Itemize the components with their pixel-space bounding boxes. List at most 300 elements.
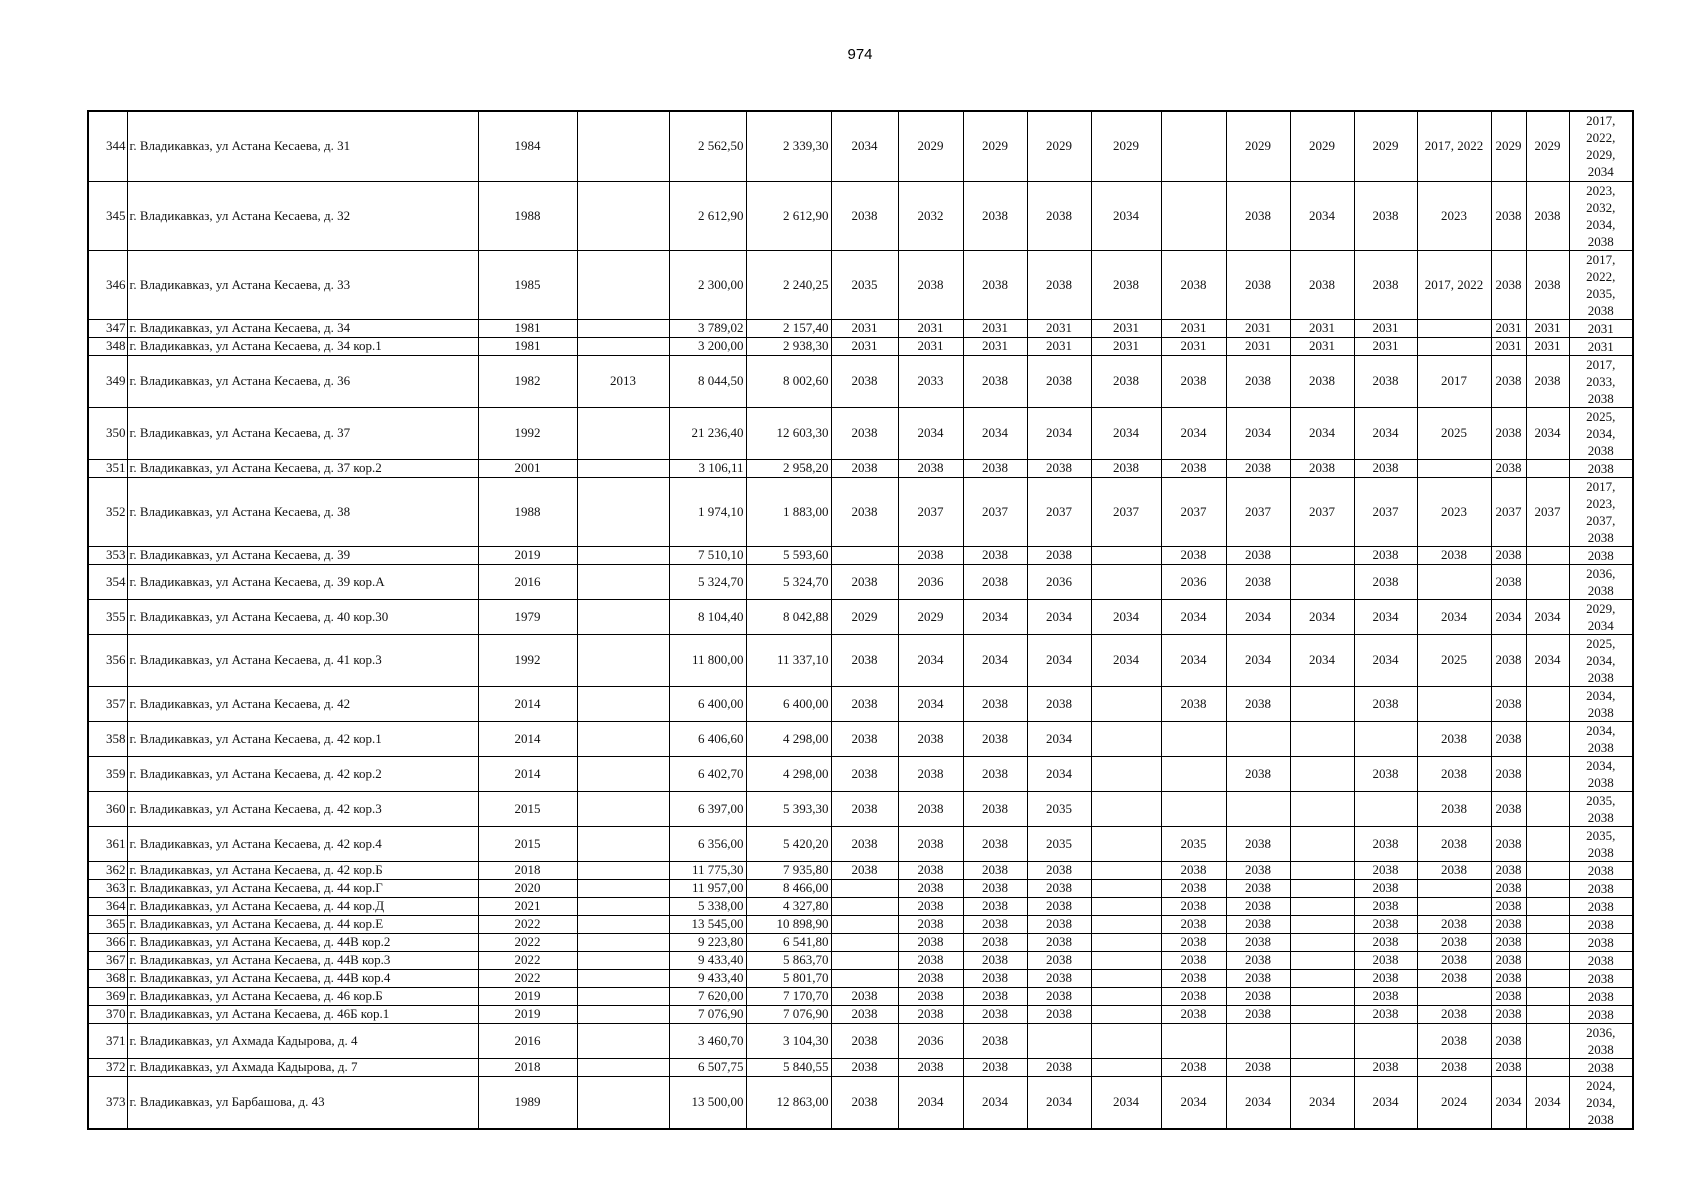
planned-year-line: 2038 [1587, 390, 1614, 406]
cell-total-area: 1 974,10 [669, 477, 746, 546]
cell-row-number: 371 [88, 1023, 127, 1058]
cell-construction-year: 2014 [478, 686, 577, 721]
cell-work-year-7: 2038 [1226, 181, 1290, 250]
cell-living-area: 12 863,00 [746, 1076, 831, 1129]
cell-work-year-11: 2034 [1491, 1076, 1526, 1129]
cell-work-year-7: 2038 [1226, 355, 1290, 407]
cell-work-year-4 [1027, 1023, 1091, 1058]
cell-work-year-11: 2038 [1491, 756, 1526, 791]
cell-work-year-5 [1091, 1058, 1161, 1076]
cell-work-year-3: 2038 [963, 933, 1027, 951]
planned-year-line: 2035, [1586, 792, 1616, 808]
cell-work-year-9: 2034 [1354, 634, 1417, 686]
planned-year-line: 2034, [1586, 1094, 1616, 1110]
table-row [88, 337, 1633, 355]
cell-work-year-11: 2038 [1491, 915, 1526, 933]
cell-work-year-12 [1526, 686, 1569, 721]
cell-work-year-4: 2038 [1027, 355, 1091, 407]
housing-register-table [87, 110, 1634, 1130]
cell-work-year-10: 2038 [1417, 1005, 1491, 1023]
cell-work-year-6: 2038 [1161, 915, 1226, 933]
cell-total-area: 5 338,00 [669, 897, 746, 915]
cell-work-year-12 [1526, 897, 1569, 915]
cell-work-year-4: 2038 [1027, 861, 1091, 879]
cell-work-year-9: 2031 [1354, 319, 1417, 337]
cell-work-year-8: 2038 [1290, 250, 1354, 319]
cell-planned-years [1569, 1023, 1633, 1058]
cell-work-year-10: 2017 [1417, 355, 1491, 407]
cell-work-year-8: 2031 [1290, 337, 1354, 355]
cell-work-year-7: 2038 [1226, 987, 1290, 1005]
cell-work-year-8 [1290, 987, 1354, 1005]
cell-work-year-8 [1290, 546, 1354, 564]
cell-living-area: 5 593,60 [746, 546, 831, 564]
cell-work-year-1: 2031 [831, 319, 898, 337]
cell-work-year-2: 2038 [898, 459, 963, 477]
cell-construction-year: 2019 [478, 987, 577, 1005]
cell-work-year-1: 2029 [831, 599, 898, 634]
cell-work-year-7 [1226, 1023, 1290, 1058]
cell-work-year-11: 2038 [1491, 1058, 1526, 1076]
cell-planned-years [1569, 1076, 1633, 1129]
cell-living-area: 11 337,10 [746, 634, 831, 686]
cell-total-area: 2 300,00 [669, 250, 746, 319]
cell-work-year-8: 2037 [1290, 477, 1354, 546]
cell-work-year-5 [1091, 915, 1161, 933]
cell-reconstruction-year: 2013 [577, 355, 669, 407]
cell-reconstruction-year [577, 337, 669, 355]
cell-work-year-3: 2038 [963, 791, 1027, 826]
cell-work-year-11: 2038 [1491, 791, 1526, 826]
cell-work-year-9: 2038 [1354, 546, 1417, 564]
cell-work-year-7: 2034 [1226, 407, 1290, 459]
cell-reconstruction-year [577, 459, 669, 477]
cell-work-year-6 [1161, 111, 1226, 181]
cell-living-area: 5 324,70 [746, 564, 831, 599]
cell-work-year-11: 2038 [1491, 686, 1526, 721]
planned-year-line: 2029, [1586, 147, 1616, 163]
cell-work-year-1 [831, 915, 898, 933]
cell-address: г. Владикавказ, ул Астана Кесаева, д. 32 [127, 181, 478, 250]
cell-work-year-4: 2035 [1027, 791, 1091, 826]
cell-living-area: 8 466,00 [746, 879, 831, 897]
cell-work-year-2: 2038 [898, 791, 963, 826]
cell-reconstruction-year [577, 933, 669, 951]
cell-work-year-12: 2029 [1526, 111, 1569, 181]
cell-work-year-7: 2038 [1226, 250, 1290, 319]
cell-work-year-10: 2023 [1417, 477, 1491, 546]
cell-work-year-6: 2038 [1161, 459, 1226, 477]
cell-work-year-6: 2037 [1161, 477, 1226, 546]
cell-work-year-2: 2029 [898, 599, 963, 634]
table-row [88, 250, 1633, 319]
cell-work-year-9: 2038 [1354, 879, 1417, 897]
cell-work-year-8 [1290, 969, 1354, 987]
cell-work-year-9: 2038 [1354, 459, 1417, 477]
cell-living-area: 2 938,30 [746, 337, 831, 355]
planned-year-line: 2032, [1586, 199, 1616, 215]
cell-total-area: 2 562,50 [669, 111, 746, 181]
cell-work-year-2: 2038 [898, 933, 963, 951]
cell-row-number: 363 [88, 879, 127, 897]
cell-row-number: 353 [88, 546, 127, 564]
cell-total-area: 3 200,00 [669, 337, 746, 355]
cell-total-area: 2 612,90 [669, 181, 746, 250]
cell-total-area: 7 620,00 [669, 987, 746, 1005]
cell-work-year-5 [1091, 879, 1161, 897]
cell-work-year-3: 2038 [963, 459, 1027, 477]
cell-row-number: 357 [88, 686, 127, 721]
cell-work-year-8: 2034 [1290, 599, 1354, 634]
cell-work-year-2: 2034 [898, 407, 963, 459]
cell-address: г. Владикавказ, ул Астана Кесаева, д. 38 [127, 477, 478, 546]
cell-work-year-11: 2038 [1491, 407, 1526, 459]
cell-work-year-7: 2029 [1226, 111, 1290, 181]
cell-living-area: 10 898,90 [746, 915, 831, 933]
cell-work-year-7: 2031 [1226, 337, 1290, 355]
cell-living-area: 8 002,60 [746, 355, 831, 407]
cell-living-area: 5 863,70 [746, 951, 831, 969]
cell-work-year-4: 2038 [1027, 915, 1091, 933]
planned-year-line: 2017, [1586, 478, 1616, 494]
cell-address: г. Владикавказ, ул Астана Кесаева, д. 42 кор.1 [127, 721, 478, 756]
cell-row-number: 344 [88, 111, 127, 181]
cell-work-year-12: 2038 [1526, 355, 1569, 407]
cell-work-year-6: 2038 [1161, 951, 1226, 969]
cell-row-number: 354 [88, 564, 127, 599]
cell-work-year-12: 2038 [1526, 250, 1569, 319]
cell-work-year-7: 2037 [1226, 477, 1290, 546]
cell-address: г. Владикавказ, ул Астана Кесаева, д. 44 кор.Е [127, 915, 478, 933]
cell-work-year-9 [1354, 721, 1417, 756]
cell-row-number: 348 [88, 337, 127, 355]
cell-work-year-3: 2038 [963, 915, 1027, 933]
cell-work-year-5 [1091, 933, 1161, 951]
cell-work-year-7: 2031 [1226, 319, 1290, 337]
cell-work-year-3: 2038 [963, 1058, 1027, 1076]
cell-work-year-9: 2038 [1354, 897, 1417, 915]
cell-address: г. Владикавказ, ул Барбашова, д. 43 [127, 1076, 478, 1129]
cell-work-year-9: 2038 [1354, 355, 1417, 407]
planned-year-line: 2038 [1587, 442, 1614, 458]
cell-work-year-10: 2023 [1417, 181, 1491, 250]
cell-work-year-10 [1417, 879, 1491, 897]
cell-work-year-12: 2037 [1526, 477, 1569, 546]
cell-planned-years [1569, 181, 1633, 250]
cell-work-year-4: 2029 [1027, 111, 1091, 181]
cell-work-year-7: 2038 [1226, 1058, 1290, 1076]
cell-work-year-4: 2038 [1027, 879, 1091, 897]
cell-work-year-8 [1290, 933, 1354, 951]
cell-work-year-3: 2037 [963, 477, 1027, 546]
cell-address: г. Владикавказ, ул Астана Кесаева, д. 42 кор.3 [127, 791, 478, 826]
cell-work-year-12: 2034 [1526, 407, 1569, 459]
cell-work-year-2: 2033 [898, 355, 963, 407]
cell-work-year-8: 2038 [1290, 459, 1354, 477]
planned-year-line: 2036, [1586, 1024, 1616, 1040]
cell-work-year-10 [1417, 459, 1491, 477]
cell-work-year-3: 2038 [963, 987, 1027, 1005]
cell-construction-year: 2019 [478, 546, 577, 564]
table-row [88, 407, 1633, 459]
cell-work-year-12 [1526, 756, 1569, 791]
cell-construction-year: 1981 [478, 337, 577, 355]
cell-work-year-11: 2038 [1491, 721, 1526, 756]
cell-total-area: 11 957,00 [669, 879, 746, 897]
cell-work-year-1: 2038 [831, 721, 898, 756]
cell-work-year-4: 2038 [1027, 546, 1091, 564]
cell-reconstruction-year [577, 791, 669, 826]
cell-work-year-11: 2038 [1491, 826, 1526, 861]
cell-planned-years [1569, 1005, 1633, 1023]
planned-year-line: 2024, [1586, 1077, 1616, 1093]
cell-total-area: 13 500,00 [669, 1076, 746, 1129]
cell-reconstruction-year [577, 181, 669, 250]
cell-reconstruction-year [577, 1058, 669, 1076]
cell-planned-years [1569, 879, 1633, 897]
cell-reconstruction-year [577, 915, 669, 933]
planned-year-line: 2038 [1587, 862, 1614, 878]
cell-work-year-6: 2035 [1161, 826, 1226, 861]
planned-year-line: 2038 [1587, 1006, 1614, 1022]
cell-address: г. Владикавказ, ул Астана Кесаева, д. 44 кор.Г [127, 879, 478, 897]
cell-work-year-1: 2038 [831, 407, 898, 459]
cell-work-year-2: 2038 [898, 1005, 963, 1023]
cell-total-area: 13 545,00 [669, 915, 746, 933]
planned-year-line: 2017, [1586, 251, 1616, 267]
cell-work-year-12: 2034 [1526, 599, 1569, 634]
cell-work-year-7: 2038 [1226, 915, 1290, 933]
planned-year-line: 2038 [1587, 233, 1614, 249]
cell-work-year-6: 2038 [1161, 355, 1226, 407]
cell-work-year-6 [1161, 181, 1226, 250]
cell-construction-year: 1989 [478, 1076, 577, 1129]
table-row [88, 987, 1633, 1005]
table-row [88, 686, 1633, 721]
cell-work-year-11: 2038 [1491, 564, 1526, 599]
cell-work-year-6: 2038 [1161, 1005, 1226, 1023]
cell-work-year-9: 2037 [1354, 477, 1417, 546]
cell-work-year-10: 2038 [1417, 826, 1491, 861]
cell-reconstruction-year [577, 897, 669, 915]
cell-work-year-12 [1526, 564, 1569, 599]
cell-work-year-4: 2038 [1027, 181, 1091, 250]
cell-work-year-11: 2038 [1491, 634, 1526, 686]
cell-work-year-8 [1290, 826, 1354, 861]
cell-work-year-1: 2038 [831, 1076, 898, 1129]
planned-year-line: 2038 [1587, 809, 1614, 825]
cell-planned-years [1569, 861, 1633, 879]
planned-year-line: 2017, [1586, 113, 1616, 129]
cell-work-year-9: 2038 [1354, 951, 1417, 969]
cell-work-year-10 [1417, 337, 1491, 355]
cell-work-year-6: 2038 [1161, 546, 1226, 564]
cell-construction-year: 1988 [478, 181, 577, 250]
cell-total-area: 7 510,10 [669, 546, 746, 564]
cell-work-year-1 [831, 879, 898, 897]
cell-construction-year: 2019 [478, 1005, 577, 1023]
cell-row-number: 366 [88, 933, 127, 951]
cell-work-year-2: 2037 [898, 477, 963, 546]
cell-address: г. Владикавказ, ул Астана Кесаева, д. 36 [127, 355, 478, 407]
cell-living-area: 5 420,20 [746, 826, 831, 861]
cell-work-year-9: 2038 [1354, 564, 1417, 599]
table-row [88, 564, 1633, 599]
cell-planned-years [1569, 546, 1633, 564]
cell-reconstruction-year [577, 879, 669, 897]
cell-row-number: 361 [88, 826, 127, 861]
cell-row-number: 368 [88, 969, 127, 987]
cell-work-year-10: 2038 [1417, 756, 1491, 791]
cell-work-year-8: 2034 [1290, 181, 1354, 250]
cell-work-year-9: 2031 [1354, 337, 1417, 355]
cell-address: г. Владикавказ, ул Астана Кесаева, д. 42 кор.2 [127, 756, 478, 791]
cell-work-year-5: 2038 [1091, 250, 1161, 319]
cell-work-year-9: 2038 [1354, 861, 1417, 879]
planned-year-line: 2023, [1586, 495, 1616, 511]
cell-work-year-4: 2038 [1027, 933, 1091, 951]
planned-year-line: 2038 [1587, 774, 1614, 790]
cell-work-year-4: 2036 [1027, 564, 1091, 599]
cell-work-year-12 [1526, 969, 1569, 987]
cell-work-year-11: 2038 [1491, 951, 1526, 969]
cell-work-year-2: 2038 [898, 1058, 963, 1076]
cell-planned-years [1569, 407, 1633, 459]
cell-work-year-10 [1417, 319, 1491, 337]
cell-address: г. Владикавказ, ул Астана Кесаева, д. 31 [127, 111, 478, 181]
cell-work-year-4: 2038 [1027, 1005, 1091, 1023]
cell-row-number: 347 [88, 319, 127, 337]
cell-planned-years [1569, 915, 1633, 933]
cell-work-year-3: 2034 [963, 1076, 1027, 1129]
cell-planned-years [1569, 933, 1633, 951]
cell-work-year-3: 2031 [963, 319, 1027, 337]
cell-work-year-6: 2034 [1161, 634, 1226, 686]
cell-work-year-9: 2034 [1354, 599, 1417, 634]
cell-work-year-9: 2038 [1354, 1005, 1417, 1023]
planned-year-line: 2038 [1587, 970, 1614, 986]
cell-work-year-6 [1161, 721, 1226, 756]
planned-year-line: 2038 [1587, 844, 1614, 860]
cell-work-year-7: 2038 [1226, 969, 1290, 987]
cell-work-year-5 [1091, 897, 1161, 915]
cell-work-year-4: 2034 [1027, 599, 1091, 634]
cell-work-year-2: 2034 [898, 686, 963, 721]
cell-work-year-2: 2034 [898, 1076, 963, 1129]
cell-work-year-3: 2038 [963, 1005, 1027, 1023]
cell-work-year-2: 2036 [898, 1023, 963, 1058]
cell-work-year-7: 2038 [1226, 686, 1290, 721]
cell-total-area: 6 400,00 [669, 686, 746, 721]
cell-work-year-10: 2038 [1417, 915, 1491, 933]
cell-work-year-2: 2038 [898, 915, 963, 933]
cell-work-year-9: 2029 [1354, 111, 1417, 181]
cell-planned-years [1569, 686, 1633, 721]
cell-work-year-7: 2038 [1226, 861, 1290, 879]
cell-work-year-3: 2038 [963, 861, 1027, 879]
cell-work-year-11: 2038 [1491, 987, 1526, 1005]
cell-work-year-8 [1290, 1005, 1354, 1023]
cell-construction-year: 2020 [478, 879, 577, 897]
planned-year-line: 2038 [1587, 529, 1614, 545]
cell-total-area: 5 324,70 [669, 564, 746, 599]
cell-row-number: 373 [88, 1076, 127, 1129]
cell-work-year-5: 2034 [1091, 634, 1161, 686]
planned-year-line: 2025, [1586, 408, 1616, 424]
cell-work-year-6: 2038 [1161, 969, 1226, 987]
cell-total-area: 6 507,75 [669, 1058, 746, 1076]
cell-work-year-10: 2038 [1417, 861, 1491, 879]
cell-work-year-9: 2038 [1354, 826, 1417, 861]
cell-work-year-8 [1290, 951, 1354, 969]
cell-construction-year: 2018 [478, 1058, 577, 1076]
cell-work-year-11: 2037 [1491, 477, 1526, 546]
table-row [88, 181, 1633, 250]
table-row [88, 951, 1633, 969]
cell-work-year-3: 2034 [963, 407, 1027, 459]
cell-work-year-6: 2038 [1161, 879, 1226, 897]
cell-work-year-4: 2034 [1027, 1076, 1091, 1129]
cell-work-year-9: 2038 [1354, 181, 1417, 250]
cell-work-year-4: 2038 [1027, 686, 1091, 721]
cell-work-year-3: 2038 [963, 969, 1027, 987]
cell-work-year-6: 2034 [1161, 599, 1226, 634]
cell-work-year-6: 2034 [1161, 407, 1226, 459]
cell-work-year-7 [1226, 791, 1290, 826]
cell-work-year-11: 2038 [1491, 181, 1526, 250]
cell-planned-years [1569, 599, 1633, 634]
cell-reconstruction-year [577, 969, 669, 987]
cell-work-year-10: 2024 [1417, 1076, 1491, 1129]
cell-row-number: 360 [88, 791, 127, 826]
planned-year-line: 2038 [1587, 302, 1614, 318]
planned-year-line: 2037, [1586, 512, 1616, 528]
planned-year-line: 2035, [1586, 285, 1616, 301]
planned-year-line: 2023, [1586, 182, 1616, 198]
table-row [88, 721, 1633, 756]
cell-work-year-7: 2034 [1226, 599, 1290, 634]
cell-reconstruction-year [577, 1023, 669, 1058]
cell-row-number: 372 [88, 1058, 127, 1076]
cell-planned-years [1569, 721, 1633, 756]
cell-construction-year: 2016 [478, 564, 577, 599]
cell-work-year-5 [1091, 1023, 1161, 1058]
cell-work-year-5: 2034 [1091, 181, 1161, 250]
cell-work-year-7: 2038 [1226, 756, 1290, 791]
cell-living-area: 2 612,90 [746, 181, 831, 250]
cell-work-year-12: 2034 [1526, 634, 1569, 686]
cell-address: г. Владикавказ, ул Ахмада Кадырова, д. 7 [127, 1058, 478, 1076]
cell-work-year-1 [831, 951, 898, 969]
cell-row-number: 351 [88, 459, 127, 477]
planned-year-line: 2038 [1587, 880, 1614, 896]
cell-work-year-6: 2031 [1161, 337, 1226, 355]
cell-planned-years [1569, 969, 1633, 987]
table-row [88, 826, 1633, 861]
cell-work-year-3: 2038 [963, 879, 1027, 897]
cell-work-year-6: 2038 [1161, 250, 1226, 319]
cell-work-year-12: 2031 [1526, 337, 1569, 355]
cell-work-year-12 [1526, 1005, 1569, 1023]
cell-work-year-2: 2038 [898, 879, 963, 897]
cell-address: г. Владикавказ, ул Астана Кесаева, д. 44В кор.4 [127, 969, 478, 987]
cell-work-year-1: 2038 [831, 861, 898, 879]
cell-address: г. Владикавказ, ул Ахмада Кадырова, д. 4 [127, 1023, 478, 1058]
cell-work-year-4: 2038 [1027, 1058, 1091, 1076]
cell-work-year-6: 2038 [1161, 686, 1226, 721]
table-row [88, 915, 1633, 933]
planned-year-line: 2034 [1587, 164, 1614, 180]
